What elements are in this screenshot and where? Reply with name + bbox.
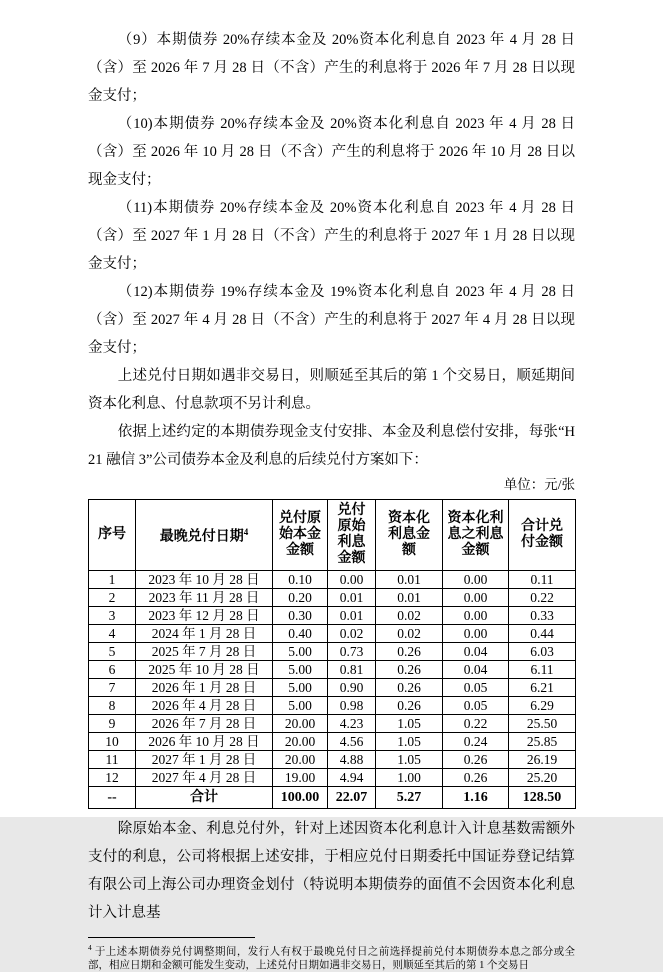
table-cell: 0.05 <box>443 679 509 697</box>
table-cell: 5.00 <box>273 679 328 697</box>
table-cell: 0.01 <box>328 589 376 607</box>
table-cell: 2027 年 4 月 28 日 <box>136 769 273 787</box>
table-row <box>89 625 576 643</box>
table-cell: 2026 年 4 月 28 日 <box>136 697 273 715</box>
paragraph-plan-intro: 依据上述约定的本期债券现金支付安排、本金及利息偿付安排，每张“H21 融信 3”公司债券本金及利息的后续兑付方案如下： <box>88 424 575 468</box>
table-cell: 0.26 <box>376 661 443 679</box>
table-cell: 5.00 <box>273 661 328 679</box>
paragraph-9: （9）本期债券 20%存续本金及 20%资本化利息自 2023 年 4 月 28 日（含）至 2026 年 7 月 28 日（不含）产生的利息将于 2026 年 7 月 28 日以现金支付； <box>88 32 575 104</box>
table-cell: 0.81 <box>328 661 376 679</box>
table-cell: 2023 年 12 月 28 日 <box>136 607 273 625</box>
table-cell: 11 <box>89 751 136 769</box>
table-cell: 26.19 <box>509 751 576 769</box>
table-cell: 22.07 <box>328 787 376 809</box>
table-cell: 4 <box>89 625 136 643</box>
table-cell: 0.01 <box>376 589 443 607</box>
table-cell: 4.88 <box>328 751 376 769</box>
footnote-divider <box>88 937 255 938</box>
table-cell: 25.50 <box>509 715 576 733</box>
table-cell: 0.02 <box>328 625 376 643</box>
table-cell: 0.26 <box>443 769 509 787</box>
table-cell: 0.00 <box>328 571 376 589</box>
table-cell: 12 <box>89 769 136 787</box>
table-cell: 5 <box>89 643 136 661</box>
table-cell: 4.94 <box>328 769 376 787</box>
table-cell: 0.30 <box>273 607 328 625</box>
table-row <box>89 571 576 589</box>
table-cell: 8 <box>89 697 136 715</box>
table-cell: 0.98 <box>328 697 376 715</box>
table-cell: 0.73 <box>328 643 376 661</box>
table-row <box>89 679 576 697</box>
payment-schedule-table <box>88 499 576 809</box>
table-row <box>89 733 576 751</box>
table-cell: 0.10 <box>273 571 328 589</box>
table-body <box>89 571 576 809</box>
table-cell: 1.16 <box>443 787 509 809</box>
table-cell: 0.02 <box>376 607 443 625</box>
table-cell: 0.00 <box>443 589 509 607</box>
table-cell: 20.00 <box>273 733 328 751</box>
table-cell: 25.20 <box>509 769 576 787</box>
table-row <box>89 661 576 679</box>
table-cell: 2027 年 1 月 28 日 <box>136 751 273 769</box>
table-cell: 7 <box>89 679 136 697</box>
table-cell: 100.00 <box>273 787 328 809</box>
paragraph-postponement-note: 上述兑付日期如遇非交易日，则顺延至其后的第 1 个交易日，顺延期间资本化利息、付息款项不另计利息。 <box>88 368 575 412</box>
table-cell: 128.50 <box>509 787 576 809</box>
table-cell: 6 <box>89 661 136 679</box>
unit-label: 单位：元/张 <box>503 477 575 492</box>
table-row <box>89 715 576 733</box>
table-cell: 2026 年 7 月 28 日 <box>136 715 273 733</box>
table-cell: 9 <box>89 715 136 733</box>
table-cell: 25.85 <box>509 733 576 751</box>
table-header-cell: 合计兑 付金额 <box>509 500 576 571</box>
table-cell: 10 <box>89 733 136 751</box>
table-cell: 0.20 <box>273 589 328 607</box>
table-cell: 0.26 <box>376 697 443 715</box>
table-cell: -- <box>89 787 136 809</box>
table-cell: 5.00 <box>273 643 328 661</box>
table-cell: 0.05 <box>443 697 509 715</box>
table-cell: 2 <box>89 589 136 607</box>
table-cell: 2025 年 7 月 28 日 <box>136 643 273 661</box>
table-cell: 2024 年 1 月 28 日 <box>136 625 273 643</box>
footnote-line2: 部，相应日期和金额可能发生变动，上述兑付日期如遇非交易日，则顺延至其后的第 1 个交易日 <box>88 959 529 971</box>
paragraph-11: （11)本期债券 20%存续本金及 20%资本化利息自 2023 年 4 月 28 日（含）至 2027 年 1 月 28 日（不含）产生的利息将于 2027 年 1 月 28 日以现金支付； <box>88 200 575 272</box>
table-total-row <box>89 787 576 809</box>
table-cell: 0.01 <box>376 571 443 589</box>
table-cell: 0.26 <box>443 751 509 769</box>
table-cell: 20.00 <box>273 715 328 733</box>
header-superscript: 4 <box>243 527 249 538</box>
table-cell: 6.29 <box>509 697 576 715</box>
table-cell: 1.05 <box>376 751 443 769</box>
table-row <box>89 643 576 661</box>
table-cell: 1.05 <box>376 715 443 733</box>
table-cell: 0.90 <box>328 679 376 697</box>
table-row <box>89 697 576 715</box>
table-header-cell: 最晚兑付日期$^4$ <box>136 500 273 571</box>
table-header-cell: 兑付原 始本金 金额 <box>273 500 328 571</box>
table-cell: 0.44 <box>509 625 576 643</box>
paragraph-additional-interest: 除原始本金、利息兑付外，针对上述因资本化利息计入计息基数需额外支付的利息，公司将根据上述安排，于相应兑付日期委托中国证券登记结算有限公司上海公司办理资金划付（特说明本期债券的面值不会因资本化利息计入计息基 <box>88 821 575 921</box>
table-header-cell: 兑付 原始 利息 金额 <box>328 500 376 571</box>
table-row <box>89 607 576 625</box>
table-cell: 6.21 <box>509 679 576 697</box>
table-header-cell: 资本化利 息之利息 金额 <box>443 500 509 571</box>
table-cell: 2023 年 11 月 28 日 <box>136 589 273 607</box>
table-cell: 0.11 <box>509 571 576 589</box>
table-cell: 1 <box>89 571 136 589</box>
footnote-line1: 于上述本期债券兑付调整期间，发行人有权于最晚兑付日之前选择提前兑付本期债券本息之部分或全 <box>94 946 576 958</box>
table-cell: 5.00 <box>273 697 328 715</box>
table-cell: 0.00 <box>443 607 509 625</box>
table-cell: 2026 年 1 月 28 日 <box>136 679 273 697</box>
table-cell: 5.27 <box>376 787 443 809</box>
table-cell: 2023 年 10 月 28 日 <box>136 571 273 589</box>
table-header-cell: 序号 <box>89 500 136 571</box>
table-cell: 6.11 <box>509 661 576 679</box>
table-cell: 0.00 <box>443 625 509 643</box>
table-cell: 20.00 <box>273 751 328 769</box>
footnote-marker: 4 <box>88 943 92 952</box>
footnote <box>88 937 575 972</box>
table-row <box>89 751 576 769</box>
table-cell: 4.56 <box>328 733 376 751</box>
table-cell: 0.00 <box>443 571 509 589</box>
table-cell: 6.03 <box>509 643 576 661</box>
table-header-cell: 资本化 利息金 额 <box>376 500 443 571</box>
table-cell: 3 <box>89 607 136 625</box>
table-row <box>89 769 576 787</box>
table-cell: 合计 <box>136 787 273 809</box>
table-cell: 0.22 <box>443 715 509 733</box>
footnote-text <box>88 941 575 972</box>
table-cell: 4.23 <box>328 715 376 733</box>
paragraph-12: （12)本期债券 19%存续本金及 19%资本化利息自 2023 年 4 月 28 日（含）至 2027 年 4 月 28 日（不含）产生的利息将于 2027 年 4 月 28 日以现金支付； <box>88 284 575 356</box>
table-cell: 0.01 <box>328 607 376 625</box>
table-cell: 2025 年 10 月 28 日 <box>136 661 273 679</box>
table-cell: 0.33 <box>509 607 576 625</box>
table-cell: 1.00 <box>376 769 443 787</box>
table-cell: 0.40 <box>273 625 328 643</box>
paragraph-10: （10)本期债券 20%存续本金及 20%资本化利息自 2023 年 4 月 28 日（含）至 2026 年 10 月 28 日（不含）产生的利息将于 2026 年 10 月 28 日以现金支付； <box>88 116 575 188</box>
table-row <box>89 589 576 607</box>
table-cell: 1.05 <box>376 733 443 751</box>
table-cell: 0.04 <box>443 661 509 679</box>
table-cell: 0.26 <box>376 643 443 661</box>
table-cell: 0.04 <box>443 643 509 661</box>
table-header-row <box>89 500 576 571</box>
table-cell: 0.24 <box>443 733 509 751</box>
table-cell: 0.22 <box>509 589 576 607</box>
table-cell: 19.00 <box>273 769 328 787</box>
table-cell: 2026 年 10 月 28 日 <box>136 733 273 751</box>
table-cell: 0.02 <box>376 625 443 643</box>
table-cell: 0.26 <box>376 679 443 697</box>
